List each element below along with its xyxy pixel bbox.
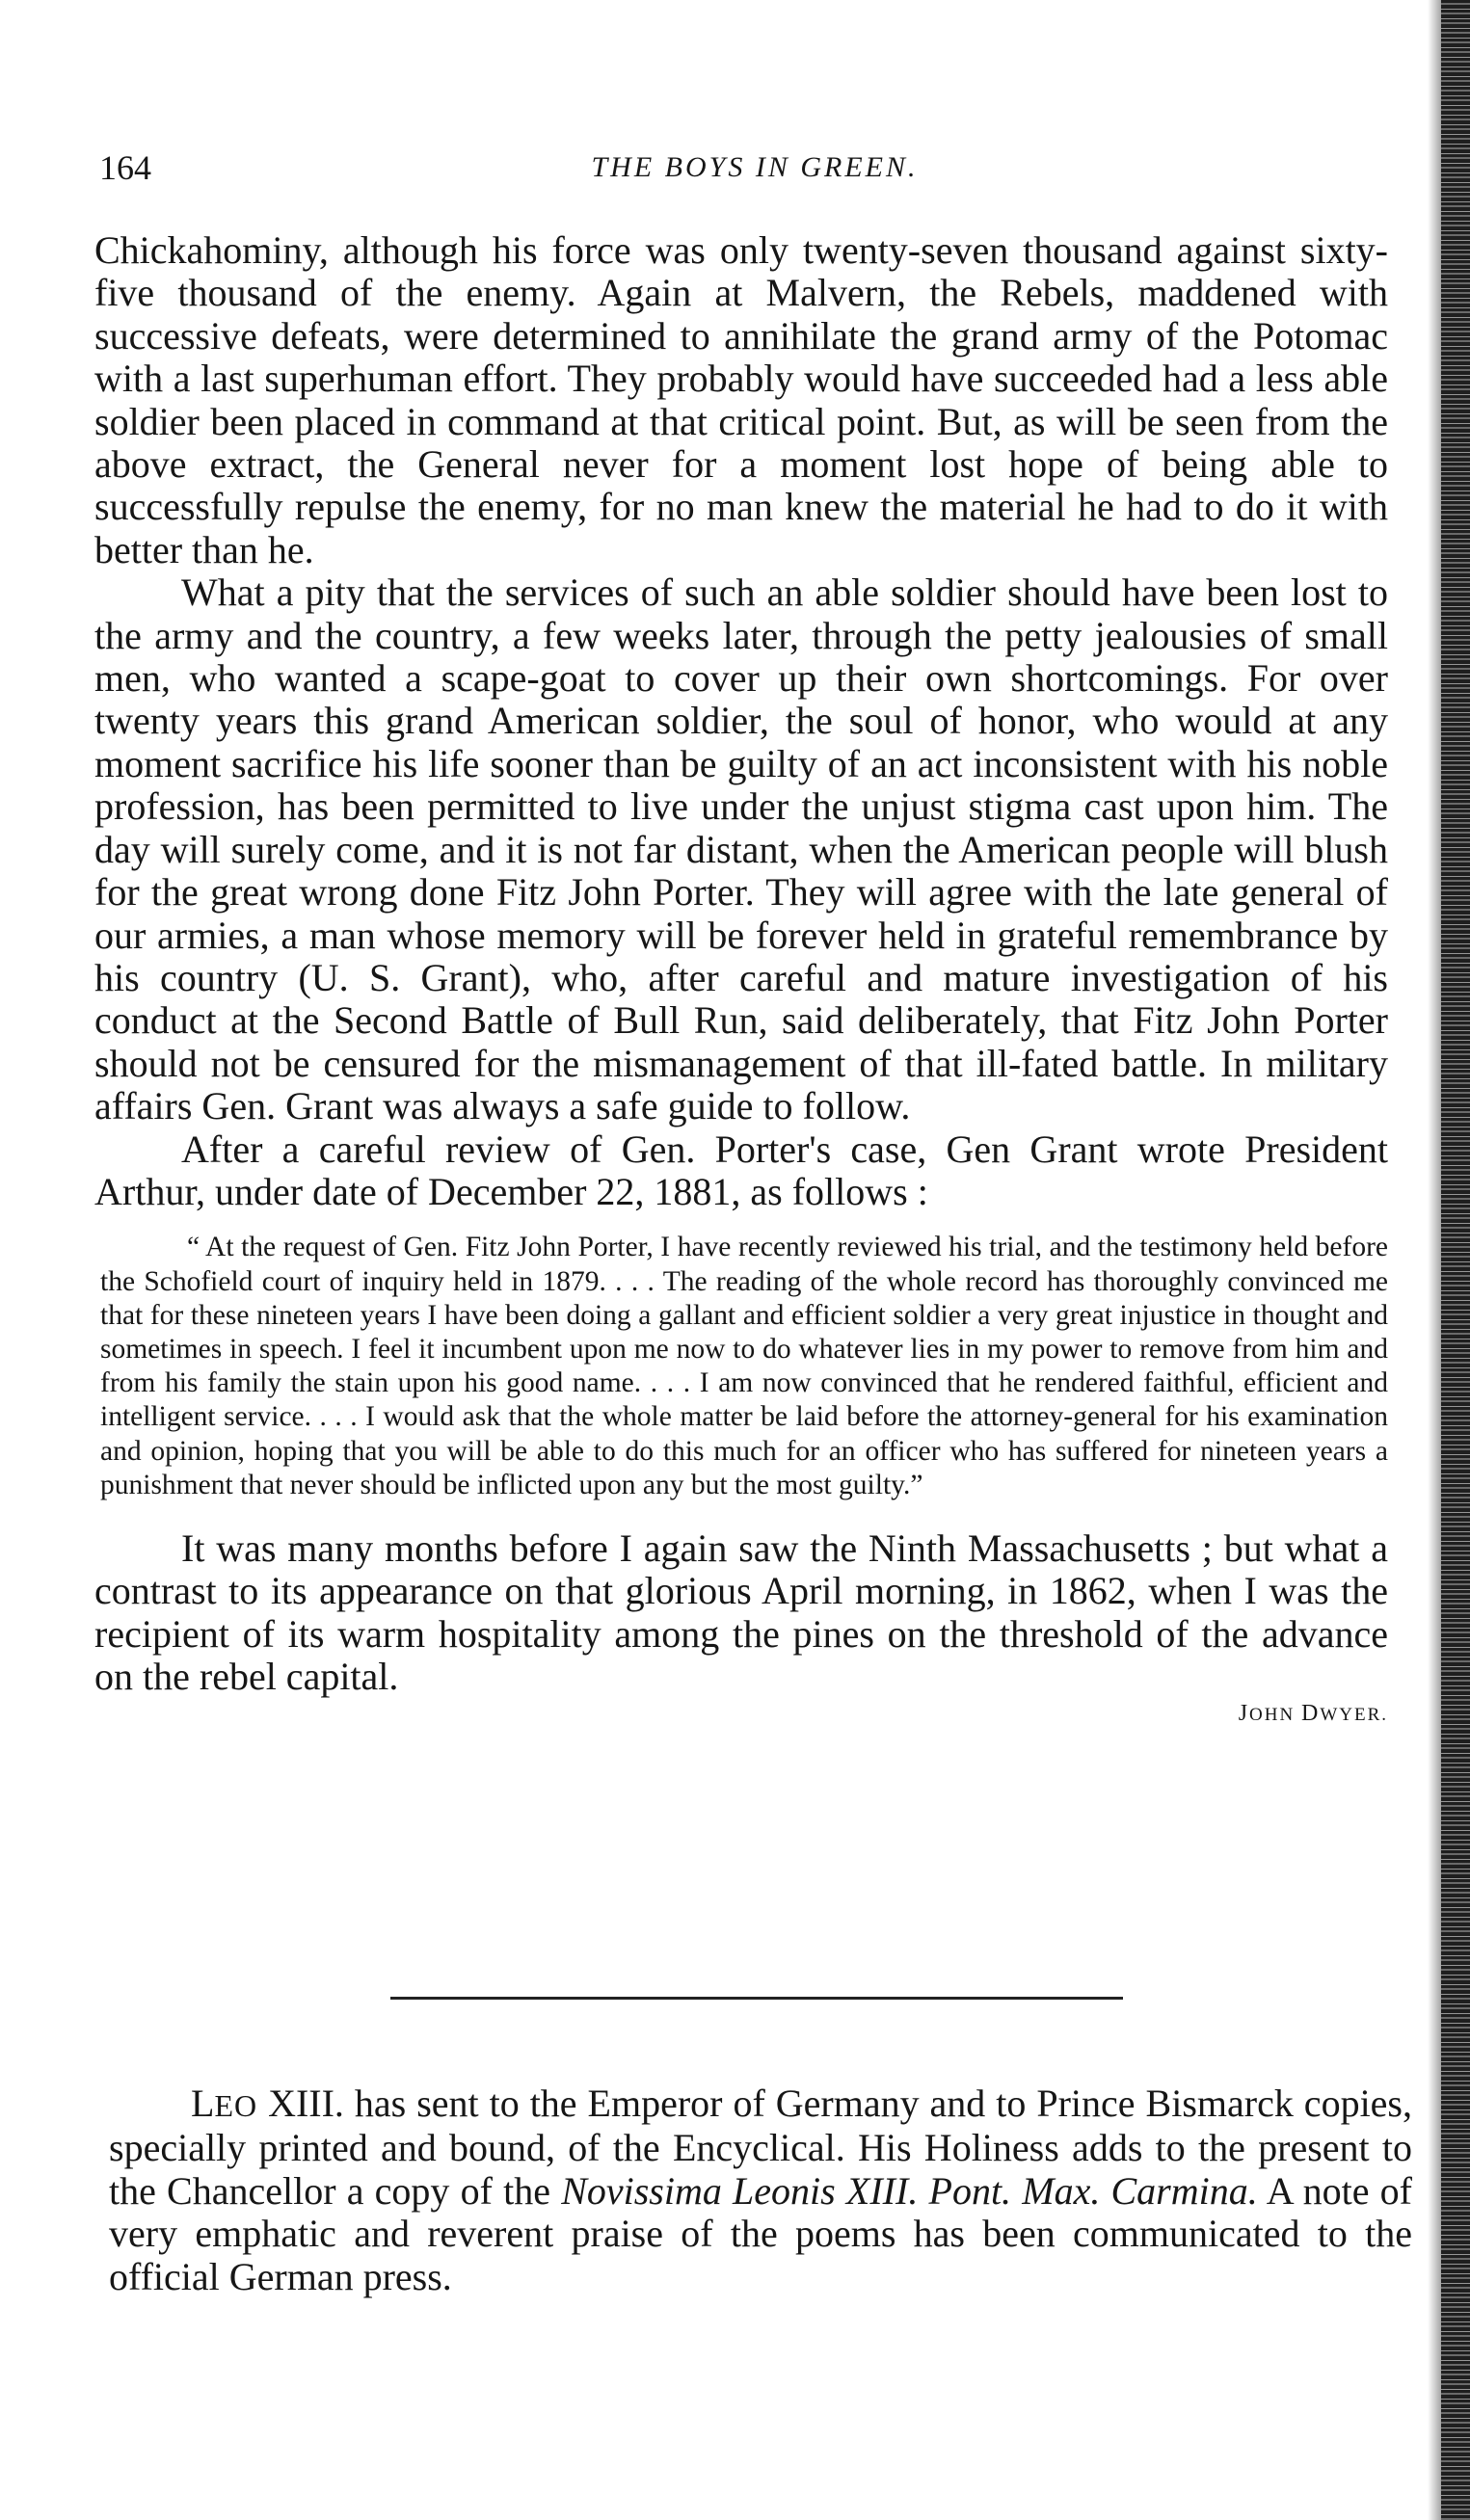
section-divider xyxy=(390,1997,1123,2000)
lead-small-caps: EO xyxy=(214,2088,258,2123)
page-number: 164 xyxy=(99,148,151,187)
author-signature xyxy=(94,1699,1388,1730)
paragraph: After a careful review of Gen. Porter's case, Gen Grant wrote President Arthur, under date of December 22, 1881, as follows : xyxy=(94,1127,1388,1213)
block-quote: “ At the request of Gen. Fitz John Porter, I have recently reviewed his trial, and the testimony held before the Schofield court of inquiry held in 1879. . . . The reading of the whole record has thoroughly convinced me that for these nineteen years I have been doing a gallant and efficient soldier a very great injustice in thought and sometimes in speech. I feel it incumbent upon me now to do whatever lies in my power to remove from him and from his family the stain upon his good name. . . . I am now convinced that he rendered faithful, efficient and intelligent service. . . . I would ask that the whole matter be laid before the attorney-general for his examination and opinion, hoping that you will be able to do this much for an officer who has suffered for nineteen years a punishment that never should be inflicted upon any but the most guilty.” xyxy=(100,1232,1388,1500)
page-header xyxy=(99,145,1410,191)
signature-initial: J xyxy=(1238,1700,1250,1726)
paragraph: It was many months before I again saw the Ninth Massachusetts ; but what a contrast to its appearance on that glorious April morning, in 1862, when I was the recipient of its warm hospitality among the pines on the threshold of the advance on the rebel capital. xyxy=(94,1525,1388,1699)
running-title: THE BOYS IN GREEN. xyxy=(591,151,919,183)
news-note xyxy=(109,2082,1412,2298)
italic-title: Novissima Leonis XIII. Pont. Max. Carmina. xyxy=(561,2168,1258,2213)
lead-initial: L xyxy=(191,2082,215,2125)
scan-shadow xyxy=(1428,0,1441,2520)
note-text-part: XIII. has sent to the Emperor of Germany and to Prince Bismarck copies, specially printed and bound, of the Encyclical. His Holiness adds to the present to the Chancellor a copy of the xyxy=(109,2082,1412,2213)
article-body xyxy=(94,229,1388,1730)
paragraph: Chickahominy, although his force was only twenty-seven thousand against sixty-five thousand of the enemy. Again at Malvern, the Rebels, maddened with successive defeats, were determined to annihilate the grand army of the Potomac with a last superhuman effort. They probably would have succeeded had a less able soldier been placed in command at that critical point. But, as will be seen from the above extract, the General never for a moment lost hope of being able to successfully repulse the enemy, for no man knew the material he had to do it with better than he. xyxy=(94,228,1388,571)
paragraph xyxy=(109,2082,1412,2298)
note-text-part: A note of very emphatic and reverent praise of the poems has been communicated to the official German press. xyxy=(109,2168,1412,2298)
scan-edge xyxy=(1441,0,1470,2520)
signature-small-caps: OHN xyxy=(1249,1704,1296,1725)
paragraph: What a pity that the services of such an able soldier should have been lost to the army and the country, a few weeks later, through the petty jealousies of small men, who wanted a scape-goat to cover up their own shortcomings. For over twenty years this grand American soldier, the soul of honor, who would at any moment sacrifice his life sooner than be guilty of an act inconsistent with his noble profession, has been permitted to live under the unjust stigma cast upon him. The day will surely come, and it is not far distant, when the American people will blush for the great wrong done Fitz John Porter. They will agree with the late general of our armies, a man whose memory will be forever held in grateful remembrance by his country (U. S. Grant), who, after careful and mature investigation of his conduct at the Second Battle of Bull Run, said deliberately, that Fitz John Porter should not be censured for the mismanagement of that ill-fated battle. In military affairs Gen. Grant was always a safe guide to follow. xyxy=(94,570,1388,1128)
signature-small-caps: WYER. xyxy=(1320,1704,1388,1725)
signature-initial: D xyxy=(1300,1700,1321,1726)
